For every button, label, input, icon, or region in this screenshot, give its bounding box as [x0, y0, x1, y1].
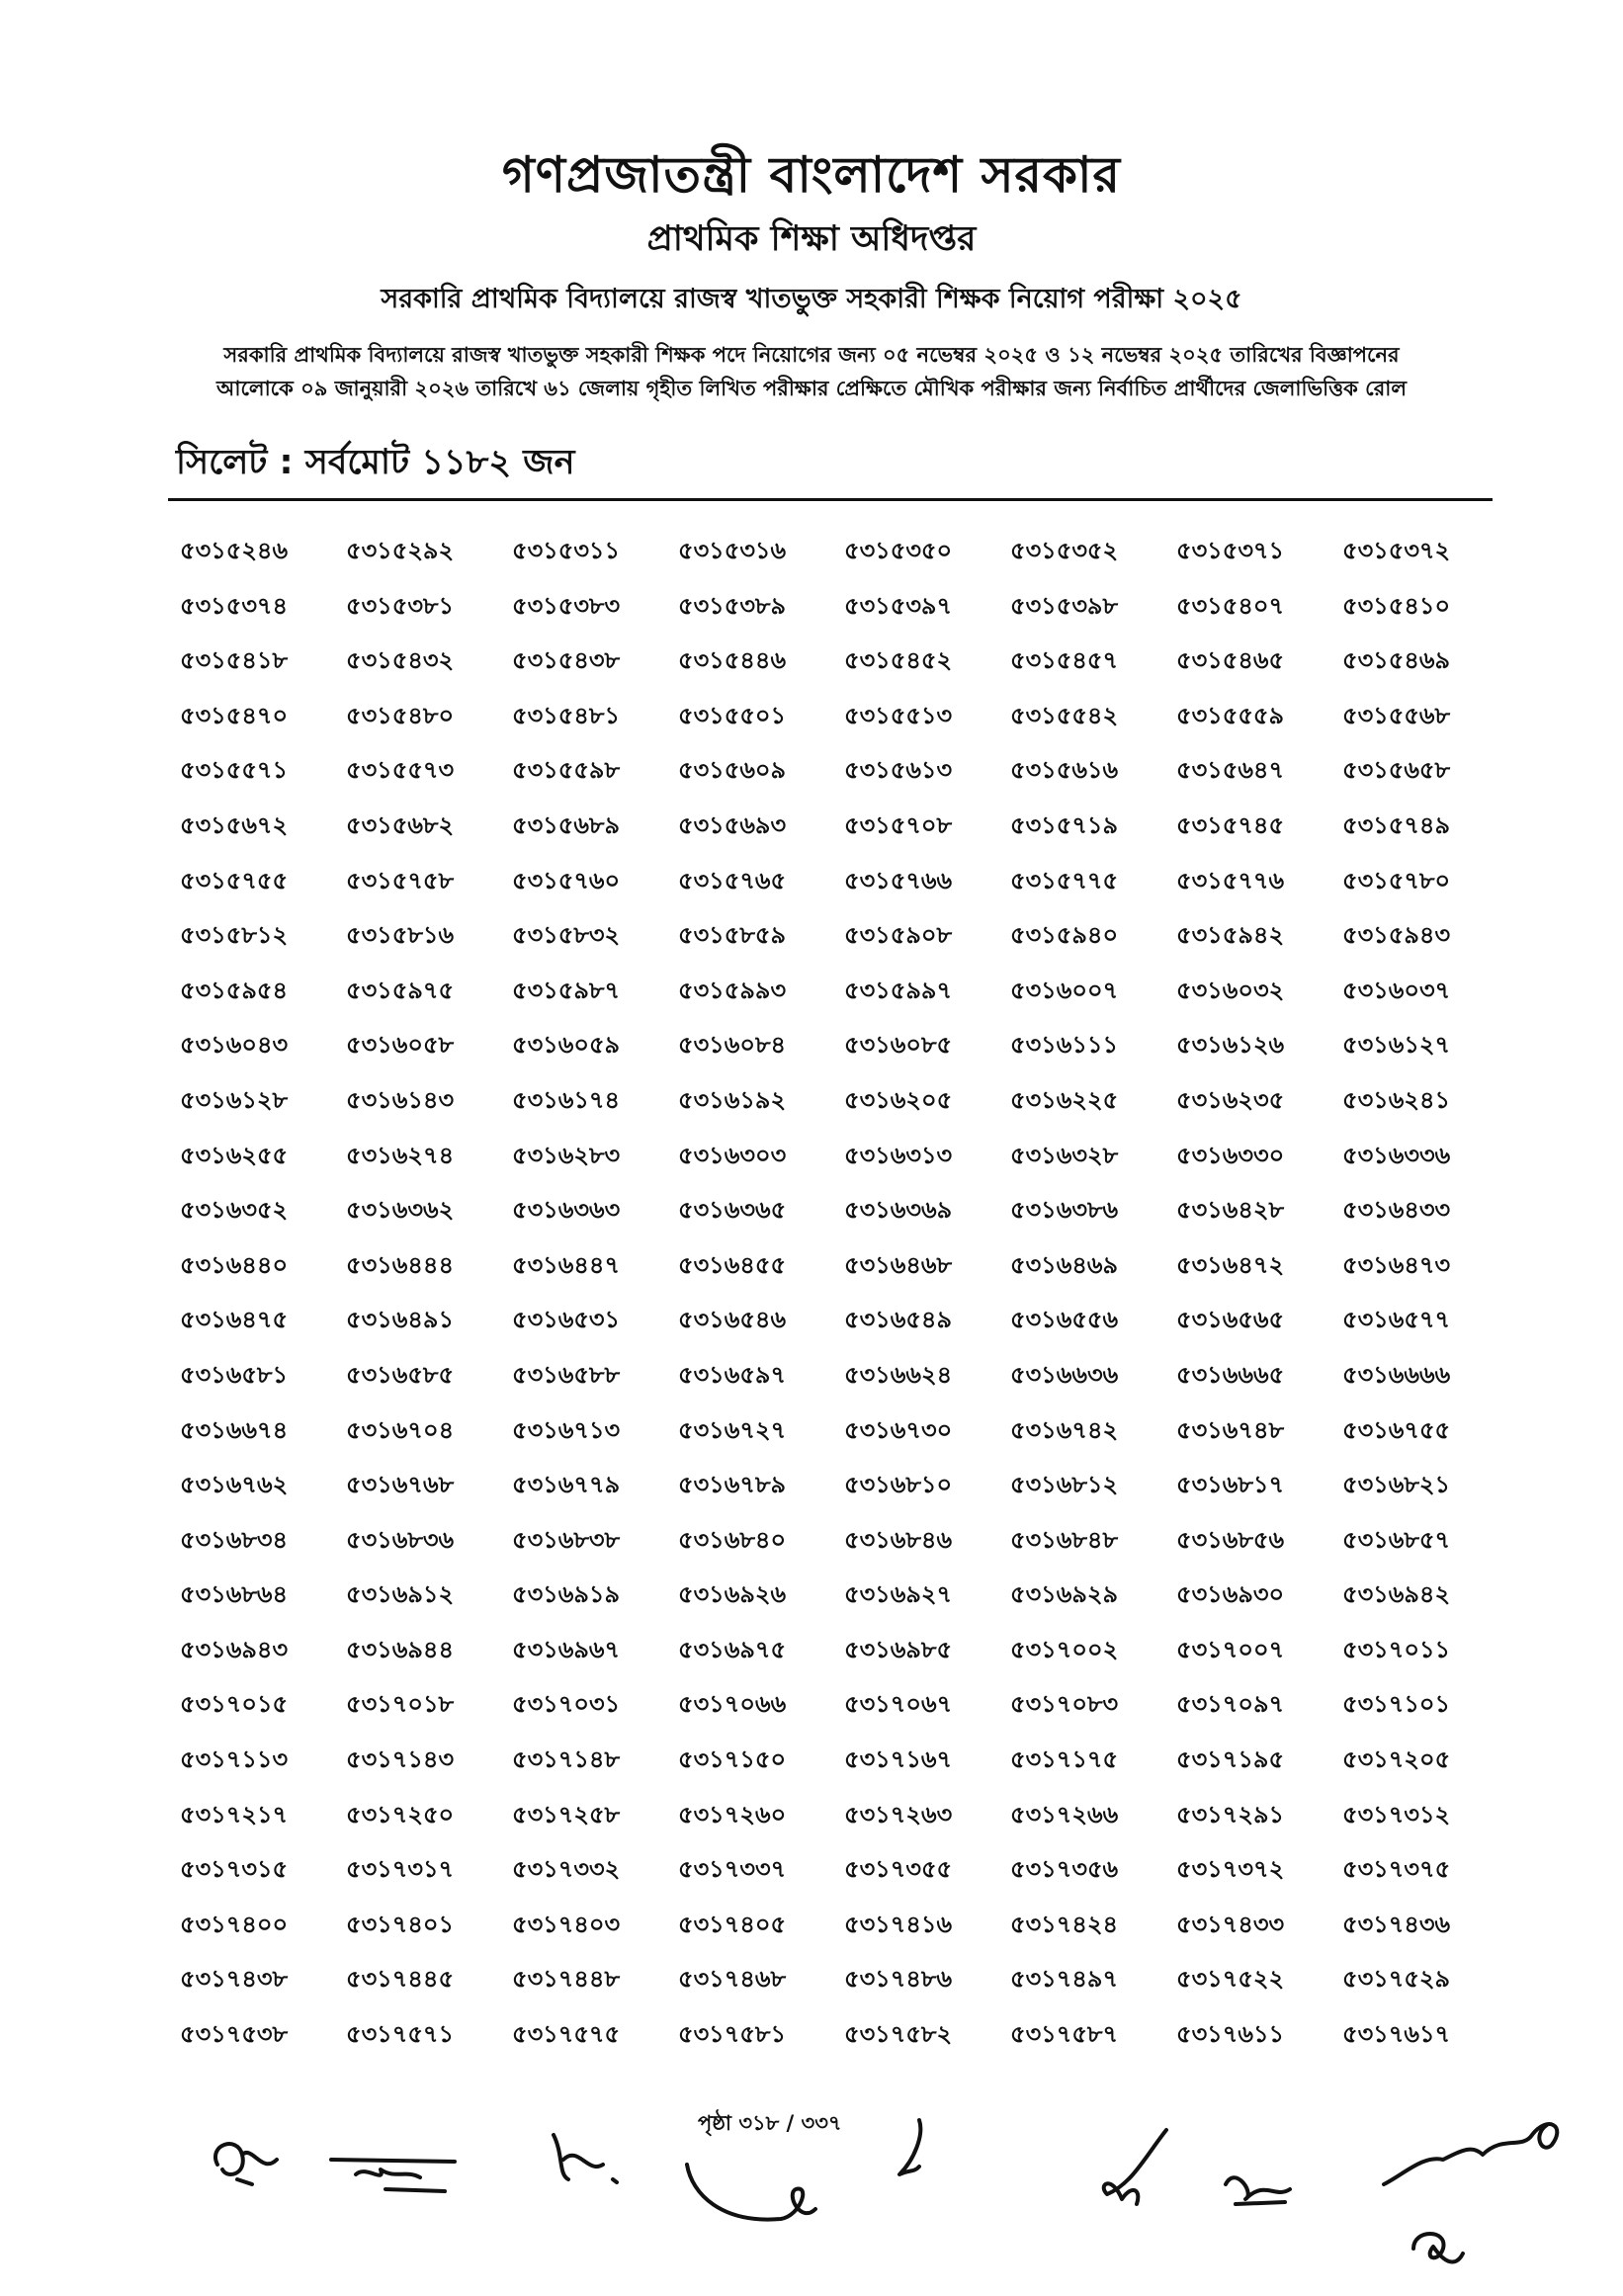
roll-number: ৫৩১৭০০২ [1010, 1635, 1119, 1663]
roll-number-grid [180, 524, 1504, 2063]
signature-3 [544, 2125, 633, 2204]
roll-number: ৫৩১৭১৫০ [678, 1745, 787, 1774]
roll-number: ৫৩১৬৮৫৭ [1342, 1525, 1451, 1554]
roll-number: ৫৩১৬৬৬৫ [1176, 1360, 1285, 1389]
roll-number: ৫৩১৫৩৯৮ [1010, 591, 1119, 620]
roll-number: ৫৩১৫৪৩২ [346, 646, 455, 675]
roll-number: ৫৩১৫৬০৯ [678, 756, 787, 785]
roll-number: ৫৩১৬৭০৪ [346, 1415, 455, 1444]
roll-number: ৫৩১৫৮৫৯ [678, 921, 787, 950]
roll-number: ৫৩১৬৩৮৬ [1010, 1196, 1119, 1225]
roll-number: ৫৩১৭১০১ [1342, 1690, 1451, 1719]
roll-number: ৫৩১৬৯৬৭ [512, 1635, 621, 1663]
roll-number: ৫৩১৭৩৩৭ [678, 1855, 787, 1884]
roll-number: ৫৩১৫৭৭৬ [1176, 866, 1285, 894]
roll-number: ৫৩১৫৬৮৯ [512, 810, 621, 839]
roll-number: ৫৩১৫৩৫০ [844, 537, 953, 564]
roll-number: ৫৩১৭৪৩৮ [180, 1965, 289, 1994]
roll-number: ৫৩১৭১৬৭ [844, 1745, 953, 1774]
roll-number: ৫৩১৫৮১২ [180, 921, 289, 950]
roll-number: ৫৩১৬৭৭৯ [512, 1471, 621, 1499]
roll-number: ৫৩১৫৬৭২ [180, 810, 289, 839]
roll-number: ৫৩১৫৪১০ [1342, 591, 1451, 620]
roll-number: ৫৩১৬৩০৩ [678, 1141, 787, 1169]
roll-number: ৫৩১৭০১৫ [180, 1690, 289, 1719]
roll-number: ৫৩১৬৭৫৫ [1342, 1415, 1451, 1444]
roll-number: ৫৩১৭৪৮৬ [844, 1965, 953, 1994]
roll-number: ৫৩১৬৯১২ [346, 1580, 455, 1609]
roll-number: ৫৩১৭৪৩৬ [1342, 1910, 1451, 1938]
roll-number: ৫৩১৬১১১ [1010, 1031, 1119, 1060]
roll-number: ৫৩১৭৪১৬ [844, 1910, 953, 1938]
roll-number: ৫৩১৭০১৮ [346, 1690, 455, 1719]
roll-number: ৫৩১৫৪৮১ [512, 701, 621, 729]
roll-number: ৫৩১৫৮১৬ [346, 921, 455, 950]
roll-number: ৫৩১৬৪৭৫ [180, 1306, 289, 1334]
roll-number: ৫৩১৬০৫৮ [346, 1031, 455, 1060]
roll-number: ৫৩১৬৯৮৫ [844, 1635, 953, 1663]
roll-number: ৫৩১৬৬৬৬ [1342, 1360, 1451, 1389]
roll-number: ৫৩১৭৪৩৩ [1176, 1910, 1285, 1938]
roll-number: ৫৩১৬৪৫৫ [678, 1250, 787, 1279]
roll-number: ৫৩১৬৪৭৩ [1342, 1250, 1451, 1279]
roll-number: ৫৩১৫৬৪৭ [1176, 756, 1285, 785]
roll-number: ৫৩১৫৫৪২ [1010, 701, 1119, 729]
roll-number: ৫৩১৬৮৬৪ [180, 1580, 289, 1609]
roll-number: ৫৩১৫৫৭১ [180, 756, 289, 785]
roll-number: ৫৩১৬৫৮৮ [512, 1360, 621, 1389]
roll-number: ৫৩১৭০১১ [1342, 1635, 1451, 1663]
roll-number: ৫৩১৭০৬৭ [844, 1690, 953, 1719]
roll-number: ৫৩১৬৫৪৬ [678, 1306, 787, 1334]
roll-number: ৫৩১৭২৬৬ [1010, 1800, 1119, 1828]
roll-number: ৫৩১৫৪৬৫ [1176, 646, 1285, 675]
roll-number: ৫৩১৬৩২৮ [1010, 1141, 1119, 1169]
roll-number: ৫৩১৫৪০৭ [1176, 591, 1285, 620]
roll-number: ৫৩১৫৩৫২ [1010, 537, 1119, 564]
roll-number: ৫৩১৬৭২৭ [678, 1415, 787, 1444]
roll-number: ৫৩১৬৪৭২ [1176, 1250, 1285, 1279]
district-heading: সিলেট : সর্বমোট ১১৮২ জন [176, 443, 575, 482]
roll-number: ৫৩১৬৪৪৭ [512, 1250, 621, 1279]
roll-number: ৫৩১৫৭৪৫ [1176, 810, 1285, 839]
roll-number: ৫৩১৭৫৭১ [346, 2020, 455, 2049]
signature-5 [880, 2115, 939, 2194]
roll-number: ৫৩১৫৭৪৯ [1342, 810, 1451, 839]
roll-number: ৫৩১৫২৪৬ [180, 537, 289, 564]
roll-number: ৫৩১৫৬৫৮ [1342, 756, 1451, 785]
roll-number: ৫৩১৫৩৮৯ [678, 591, 787, 620]
signature-8 [1374, 2105, 1572, 2204]
roll-number: ৫৩১৭৪০৫ [678, 1910, 787, 1938]
roll-number: ৫৩১৬৮৩৮ [512, 1525, 621, 1554]
roll-number: ৫৩১৬৯৪৪ [346, 1635, 455, 1663]
roll-number: ৫৩১৬৫৫৬ [1010, 1306, 1119, 1334]
roll-number: ৫৩১৫৬৮২ [346, 810, 455, 839]
roll-number: ৫৩১৬৮৪৮ [1010, 1525, 1119, 1554]
roll-number: ৫৩১৭৪৪৮ [512, 1965, 621, 1994]
roll-number: ৫৩১৫৯৮৭ [512, 976, 621, 1004]
roll-number: ৫৩১৬৯৩০ [1176, 1580, 1285, 1609]
roll-number: ৫৩১৫৭৬৫ [678, 866, 787, 894]
roll-number: ৫৩১৭৩৩২ [512, 1855, 621, 1884]
signature-1 [198, 2125, 287, 2204]
roll-number: ৫৩১৬৪২৮ [1176, 1196, 1285, 1225]
roll-number: ৫৩১৬৪৯১ [346, 1306, 455, 1334]
roll-number: ৫৩১৬২৩৫ [1176, 1085, 1285, 1114]
roll-number: ৫৩১৬৩১৩ [844, 1141, 953, 1169]
roll-number: ৫৩১৬৭৪২ [1010, 1415, 1119, 1444]
roll-number: ৫৩১৫৯৪০ [1010, 921, 1119, 950]
roll-number: ৫৩১৫৯০৮ [844, 921, 953, 950]
roll-number: ৫৩১৬১৯২ [678, 1085, 787, 1114]
exam-title: সরকারি প্রাথমিক বিদ্যালয়ে রাজস্ব খাতভুক্ত সহকারী শিক্ষক নিয়োগ পরীক্ষা ২০২৫ [381, 284, 1242, 314]
roll-number: ৫৩১৬০০৭ [1010, 976, 1119, 1004]
roll-number: ৫৩১৫৯৪২ [1176, 921, 1285, 950]
notice-text [148, 338, 1475, 405]
signature-4 [682, 2155, 850, 2234]
roll-number: ৫৩১৭৪০১ [346, 1910, 455, 1938]
roll-number: ৫৩১৭২৬৩ [844, 1800, 953, 1828]
roll-number: ৫৩১৫৭৭৫ [1010, 866, 1119, 894]
roll-number: ৫৩১৫৩৯৭ [844, 591, 953, 620]
roll-number: ৫৩১৭২৫০ [346, 1800, 455, 1828]
roll-number: ৫৩১৬৪৪০ [180, 1250, 289, 1279]
roll-number: ৫৩১৬৫৮৫ [346, 1360, 455, 1389]
roll-number: ৫৩১৫৭১৯ [1010, 810, 1119, 839]
roll-number: ৫৩১৬৩৬৩ [512, 1196, 621, 1225]
roll-number: ৫৩১৫৮৩২ [512, 921, 621, 950]
page-number: পৃষ্ঠা ৩১৮ / ৩৩৭ [698, 2111, 842, 2135]
roll-number: ৫৩১৫৭৫৮ [346, 866, 455, 894]
signature-2 [326, 2140, 465, 2199]
roll-number: ৫৩১৬২৭৪ [346, 1141, 455, 1169]
roll-number: ৫৩১৬১২৭ [1342, 1031, 1451, 1060]
roll-number: ৫৩১৫৪১৮ [180, 646, 289, 675]
roll-number: ৫৩১৫৫৭৩ [346, 756, 455, 785]
roll-number: ৫৩১৬৭১৩ [512, 1415, 621, 1444]
roll-number: ৫৩১৭১৪৩ [346, 1745, 455, 1774]
signature-6 [1087, 2125, 1176, 2214]
roll-number: ৫৩১৬৬২৪ [844, 1360, 953, 1389]
roll-number: ৫৩১৭১১৩ [180, 1745, 289, 1774]
roll-number: ৫৩১৭২০৫ [1342, 1745, 1451, 1774]
roll-number: ৫৩১৫৭৬০ [512, 866, 621, 894]
roll-number: ৫৩১৬৮১০ [844, 1471, 953, 1499]
roll-number: ৫৩১৬০৮৪ [678, 1031, 787, 1060]
roll-number: ৫৩১৬৮৫৬ [1176, 1525, 1285, 1554]
roll-number: ৫৩১৬১২৮ [180, 1085, 289, 1114]
roll-number: ৫৩১৫৪৫৭ [1010, 646, 1119, 675]
roll-number: ৫৩১৬৩৫২ [180, 1196, 289, 1225]
roll-number: ৫৩১৭৪৪৫ [346, 1965, 455, 1994]
roll-number: ৫৩১৫২৯২ [346, 537, 455, 564]
roll-number: ৫৩১৬৪৬৯ [1010, 1250, 1119, 1279]
roll-number: ৫৩১৬২২৫ [1010, 1085, 1119, 1114]
roll-number: ৫৩১৬৩৩৬ [1342, 1141, 1451, 1169]
roll-number: ৫৩১৬৮২১ [1342, 1471, 1451, 1499]
roll-number: ৫৩১৭৫৩৮ [180, 2020, 289, 2049]
roll-number: ৫৩১৬০৩২ [1176, 976, 1285, 1004]
roll-number: ৫৩১৭২৯১ [1176, 1800, 1285, 1828]
roll-number: ৫৩১৫৫০১ [678, 701, 787, 729]
roll-number: ৫৩১৬৮৪৬ [844, 1525, 953, 1554]
roll-number: ৫৩১৬৬৩৬ [1010, 1360, 1119, 1389]
roll-number: ৫৩১৬৬৭৪ [180, 1415, 289, 1444]
roll-number: ৫৩১৭৩১৭ [346, 1855, 455, 1884]
roll-number: ৫৩১৬৩৩০ [1176, 1141, 1285, 1169]
roll-number: ৫৩১৭৩১৫ [180, 1855, 289, 1884]
roll-number: ৫৩১৬৯২৬ [678, 1580, 787, 1609]
roll-number: ৫৩১৭৬১৭ [1342, 2020, 1451, 2049]
roll-number: ৫৩১৬১৪৩ [346, 1085, 455, 1114]
roll-number: ৫৩১৬৪৬৮ [844, 1250, 953, 1279]
roll-number: ৫৩১৬৭৪৮ [1176, 1415, 1285, 1444]
roll-number: ৫৩১৭২৬০ [678, 1800, 787, 1828]
roll-number: ৫৩১৫৪৬৯ [1342, 646, 1451, 675]
roll-number: ৫৩১৭০৬৬ [678, 1690, 787, 1719]
roll-number: ৫৩১৭০৮৩ [1010, 1690, 1119, 1719]
roll-number: ৫৩১৭৫৮২ [844, 2020, 953, 2049]
roll-number: ৫৩১৭০৩১ [512, 1690, 621, 1719]
roll-number: ৫৩১৭৪৯৭ [1010, 1965, 1119, 1994]
roll-number: ৫৩১৭৫৮১ [678, 2020, 787, 2049]
roll-number: ৫৩১৫৩৮৩ [512, 591, 621, 620]
roll-number: ৫৩১৫৭০৮ [844, 810, 953, 839]
roll-number: ৫৩১৫৫৬৮ [1342, 701, 1451, 729]
roll-number: ৫৩১৬৭৬২ [180, 1471, 289, 1499]
roll-number: ৫৩১৬৫৯৭ [678, 1360, 787, 1389]
roll-number: ৫৩১৭৫৭৫ [512, 2020, 621, 2049]
signature-7 [1216, 2155, 1305, 2214]
roll-number: ৫৩১৬৯১৯ [512, 1580, 621, 1609]
roll-number: ৫৩১৫৩৮১ [346, 591, 455, 620]
roll-number: ৫৩১৭৩৭২ [1176, 1855, 1285, 1884]
roll-number: ৫৩১৫৯৯৭ [844, 976, 953, 1004]
roll-number: ৫৩১৬৭৬৮ [346, 1471, 455, 1499]
roll-number: ৫৩১৬৩৬৫ [678, 1196, 787, 1225]
roll-number: ৫৩১৫৬১৩ [844, 756, 953, 785]
roll-number: ৫৩১৬৯৪৩ [180, 1635, 289, 1663]
roll-number: ৫৩১৭২৫৮ [512, 1800, 621, 1828]
roll-number: ৫৩১৫৯৯৩ [678, 976, 787, 1004]
roll-number: ৫৩১৬৪৪৪ [346, 1250, 455, 1279]
roll-number: ৫৩১৭০৯৭ [1176, 1690, 1285, 1719]
roll-number: ৫৩১৭১৪৮ [512, 1745, 621, 1774]
roll-number: ৫৩১৬৭৮৯ [678, 1471, 787, 1499]
roll-number: ৫৩১৫৩১১ [512, 537, 621, 564]
roll-number: ৫৩১৫৩৭২ [1342, 537, 1451, 564]
roll-number: ৫৩১৬৯৪২ [1342, 1580, 1451, 1609]
department-name: প্রাথমিক শিক্ষা অধিদপ্তর [646, 219, 977, 259]
roll-number: ৫৩১৭৪০০ [180, 1910, 289, 1938]
roll-number: ৫৩১৬০৫৯ [512, 1031, 621, 1060]
roll-number: ৫৩১৭৪২৪ [1010, 1910, 1119, 1938]
notice-line-2: আলোকে ০৯ জানুয়ারী ২০২৬ তারিখে ৬১ জেলায় গৃহীত লিখিত পরীক্ষার প্রেক্ষিতে মৌখিক পরীক্ষার জন্য নির্বাচিত প্রার্থীদের জেলাভিত্তিক রোল [215, 377, 1407, 400]
roll-number: ৫৩১৭১৭৫ [1010, 1745, 1119, 1774]
roll-number: ৫৩১৬৫৬৫ [1176, 1306, 1285, 1334]
roll-number: ৫৩১৫৭৫৫ [180, 866, 289, 894]
roll-number: ৫৩১৬৯৭৫ [678, 1635, 787, 1663]
roll-number: ৫৩১৫৫৯৮ [512, 756, 621, 785]
roll-number: ৫৩১৬৩৬৯ [844, 1196, 953, 1225]
roll-number: ৫৩১৬৫৪৯ [844, 1306, 953, 1334]
notice-line-1: সরকারি প্রাথমিক বিদ্যালয়ে রাজস্ব খাতভুক্ত সহকারী শিক্ষক পদে নিয়োগের জন্য ০৫ নভেম্বর ২০২৫ ও ১২ নভেম্বর ২০২৫ তারিখের বিজ্ঞাপনের [223, 343, 1400, 367]
roll-number: ৫৩১৬০৪৩ [180, 1031, 289, 1060]
roll-number: ৫৩১৭৩৫৬ [1010, 1855, 1119, 1884]
roll-number: ৫৩১৬০৮৫ [844, 1031, 953, 1060]
roll-number: ৫৩১৭৪০৩ [512, 1910, 621, 1938]
roll-number: ৫৩১৫৩৭১ [1176, 537, 1285, 564]
roll-number: ৫৩১৭২১৭ [180, 1800, 289, 1828]
roll-number: ৫৩১৬২৫৫ [180, 1141, 289, 1169]
roll-number: ৫৩১৬২৮৩ [512, 1141, 621, 1169]
roll-number: ৫৩১৫৪৭০ [180, 701, 289, 729]
roll-number: ৫৩১৬২৪১ [1342, 1085, 1451, 1114]
roll-number: ৫৩১৭৬১১ [1176, 2020, 1285, 2049]
roll-number: ৫৩১৬১৭৪ [512, 1085, 621, 1114]
roll-number: ৫৩১৫৯৪৩ [1342, 921, 1451, 950]
roll-number: ৫৩১৭০০৭ [1176, 1635, 1285, 1663]
roll-number: ৫৩১৬১২৬ [1176, 1031, 1285, 1060]
roll-number: ৫৩১৬৯২৯ [1010, 1580, 1119, 1609]
roll-number: ৫৩১৫৪৩৮ [512, 646, 621, 675]
heading-divider [168, 498, 1493, 501]
roll-number: ৫৩১৫৫১৩ [844, 701, 953, 729]
roll-number: ৫৩১৬৮১৭ [1176, 1471, 1285, 1499]
roll-number: ৫৩১৬০৩৭ [1342, 976, 1451, 1004]
roll-number: ৫৩১৫৬৯৩ [678, 810, 787, 839]
page-title: গণপ্রজাতন্ত্রী বাংলাদেশ সরকার [502, 146, 1121, 204]
roll-number: ৫৩১৫৯৭৫ [346, 976, 455, 1004]
roll-number: ৫৩১৭১৯৫ [1176, 1745, 1285, 1774]
roll-number: ৫৩১৭৫২৯ [1342, 1965, 1451, 1994]
roll-number: ৫৩১৭৩৭৫ [1342, 1855, 1451, 1884]
roll-number: ৫৩১৭৫২২ [1176, 1965, 1285, 1994]
roll-number: ৫৩১৭৩৫৫ [844, 1855, 953, 1884]
roll-number: ৫৩১৫৭৮০ [1342, 866, 1451, 894]
roll-number: ৫৩১৫৯৫৪ [180, 976, 289, 1004]
roll-number: ৫৩১৬৪৩৩ [1342, 1196, 1451, 1225]
roll-number: ৫৩১৭৩১২ [1342, 1800, 1451, 1828]
roll-number: ৫৩১৬৫৩১ [512, 1306, 621, 1334]
roll-number: ৫৩১৭৫৮৭ [1010, 2020, 1119, 2049]
roll-number: ৫৩১৬৩৬২ [346, 1196, 455, 1225]
roll-number: ৫৩১৫৫৫৯ [1176, 701, 1285, 729]
roll-number: ৫৩১৫৭৬৬ [844, 866, 953, 894]
roll-number: ৫৩১৫৪৮০ [346, 701, 455, 729]
roll-number: ৫৩১৬৮৩৪ [180, 1525, 289, 1554]
roll-number: ৫৩১৬৫৭৭ [1342, 1306, 1451, 1334]
roll-number: ৫৩১৬৯২৭ [844, 1580, 953, 1609]
roll-number: ৫৩১৭৪৬৮ [678, 1965, 787, 1994]
roll-number: ৫৩১৫৪৪৬ [678, 646, 787, 675]
roll-number: ৫৩১৫৬১৬ [1010, 756, 1119, 785]
roll-number: ৫৩১৬৮৪০ [678, 1525, 787, 1554]
roll-number: ৫৩১৬৮১২ [1010, 1471, 1119, 1499]
handwritten-mark [1404, 2219, 1473, 2278]
roll-number: ৫৩১৫৩৭৪ [180, 591, 289, 620]
roll-number: ৫৩১৬২০৫ [844, 1085, 953, 1114]
roll-number: ৫৩১৬৮৩৬ [346, 1525, 455, 1554]
roll-number: ৫৩১৬৫৮১ [180, 1360, 289, 1389]
roll-number: ৫৩১৬৭৩০ [844, 1415, 953, 1444]
roll-number: ৫৩১৫৩১৬ [678, 537, 787, 564]
roll-number: ৫৩১৫৪৫২ [844, 646, 953, 675]
